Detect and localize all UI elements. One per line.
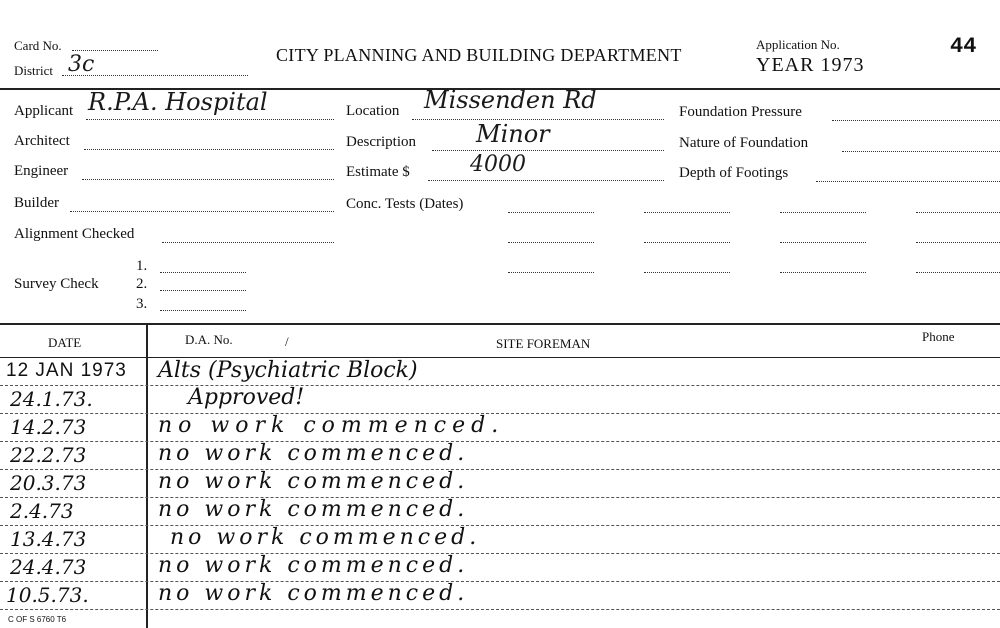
row-separator: [0, 609, 1000, 610]
description-line: [432, 150, 664, 151]
row-separator: [0, 525, 1000, 526]
depth-footings-line: [816, 181, 1000, 182]
date-header: DATE: [48, 335, 82, 350]
conc-line-1b: [644, 212, 730, 213]
alignment-label: Alignment Checked: [14, 226, 135, 242]
survey-3-label: 3.: [136, 296, 148, 312]
table-row-entry: no work commenced.: [158, 581, 469, 606]
application-number: 44: [950, 34, 977, 59]
table-row-date: 13.4.73: [10, 527, 87, 551]
conc-line-1a: [508, 212, 594, 213]
header-row-line: [0, 357, 1000, 358]
foundation-pressure-label: Foundation Pressure: [679, 104, 802, 120]
table-row-entry: no work commenced.: [158, 469, 469, 494]
year-label: YEAR 1973: [756, 54, 865, 76]
estimate-line: [428, 180, 664, 181]
table-top-border: [0, 323, 1000, 325]
foundation-pressure-line: [832, 120, 1000, 121]
estimate-label: Estimate $: [346, 164, 410, 180]
row-separator: [0, 469, 1000, 470]
architect-line: [84, 149, 334, 150]
conc-line-3b: [644, 272, 730, 273]
applicant-label: Applicant: [14, 103, 74, 119]
description-label: Description: [346, 134, 416, 150]
depth-footings-label: Depth of Footings: [679, 165, 789, 181]
card-no-label: Card No.: [14, 38, 62, 53]
row-separator: [0, 441, 1000, 442]
location-label: Location: [346, 103, 400, 119]
phone-header: Phone: [922, 329, 955, 344]
district-line: [62, 75, 248, 76]
estimate-value: 4000: [470, 152, 526, 177]
location-value: Missenden Rd: [424, 86, 597, 114]
survey-2-line: [160, 290, 246, 291]
application-no-label: Application No.: [756, 37, 840, 52]
row-separator: [0, 553, 1000, 554]
nature-foundation-label: Nature of Foundation: [679, 135, 809, 151]
conc-tests-label: Conc. Tests (Dates): [346, 196, 464, 212]
conc-line-3d: [916, 272, 1000, 273]
conc-line-2a: [508, 242, 594, 243]
table-row-date: 10.5.73.: [6, 583, 89, 607]
district-value: 3c: [68, 52, 95, 77]
survey-1-label: 1.: [136, 258, 148, 274]
table-row-entry: Approved!: [188, 385, 305, 410]
conc-line-3c: [780, 272, 866, 273]
engineer-label: Engineer: [14, 163, 69, 179]
survey-label: Survey Check: [14, 276, 99, 292]
table-row-date: 12 JAN 1973: [6, 360, 127, 381]
architect-label: Architect: [14, 133, 70, 149]
builder-label: Builder: [14, 195, 59, 211]
row-separator: [0, 581, 1000, 582]
applicant-line: [86, 119, 334, 120]
survey-2-label: 2.: [136, 276, 148, 292]
table-row-entry: no work commenced.: [158, 441, 469, 466]
table-row-date: 24.4.73: [10, 555, 87, 579]
builder-line: [70, 211, 334, 212]
engineer-line: [82, 179, 334, 180]
conc-line-2b: [644, 242, 730, 243]
form-code: C OF S 6760 T6: [8, 615, 67, 624]
table-row-date: 14.2.73: [10, 415, 87, 439]
description-value: Minor: [476, 120, 550, 148]
table-row-entry: no work commenced.: [158, 553, 469, 578]
conc-line-1c: [780, 212, 866, 213]
conc-line-3a: [508, 272, 594, 273]
conc-line-1d: [916, 212, 1000, 213]
table-row-date: 24.1.73.: [10, 387, 93, 411]
table-row-entry: no work commenced.: [158, 497, 469, 522]
conc-line-2d: [916, 242, 1000, 243]
table-row-date: 2.4.73: [10, 499, 74, 523]
alignment-line: [162, 242, 334, 243]
row-separator: [0, 497, 1000, 498]
district-label: District: [14, 63, 53, 78]
table-row-date: 20.3.73: [10, 471, 87, 495]
da-no-header: D.A. No.: [185, 332, 233, 347]
table-row-entry: Alts (Psychiatric Block): [158, 358, 418, 383]
card-no-line: [72, 50, 158, 51]
nature-foundation-line: [842, 151, 1000, 152]
survey-1-line: [160, 272, 246, 273]
date-column-divider: [146, 325, 148, 628]
department-title: CITY PLANNING AND BUILDING DEPARTMENT: [276, 45, 682, 65]
applicant-value: R.P.A. Hospital: [88, 88, 268, 116]
table-row-date: 22.2.73: [10, 443, 87, 467]
table-row-entry: no work commenced.: [158, 413, 505, 438]
table-row-entry: no work commenced.: [170, 525, 481, 550]
site-foreman-header: SITE FOREMAN: [496, 336, 591, 351]
conc-line-2c: [780, 242, 866, 243]
survey-3-line: [160, 310, 246, 311]
row-separator: [0, 385, 1000, 386]
da-slash: /: [285, 334, 289, 349]
